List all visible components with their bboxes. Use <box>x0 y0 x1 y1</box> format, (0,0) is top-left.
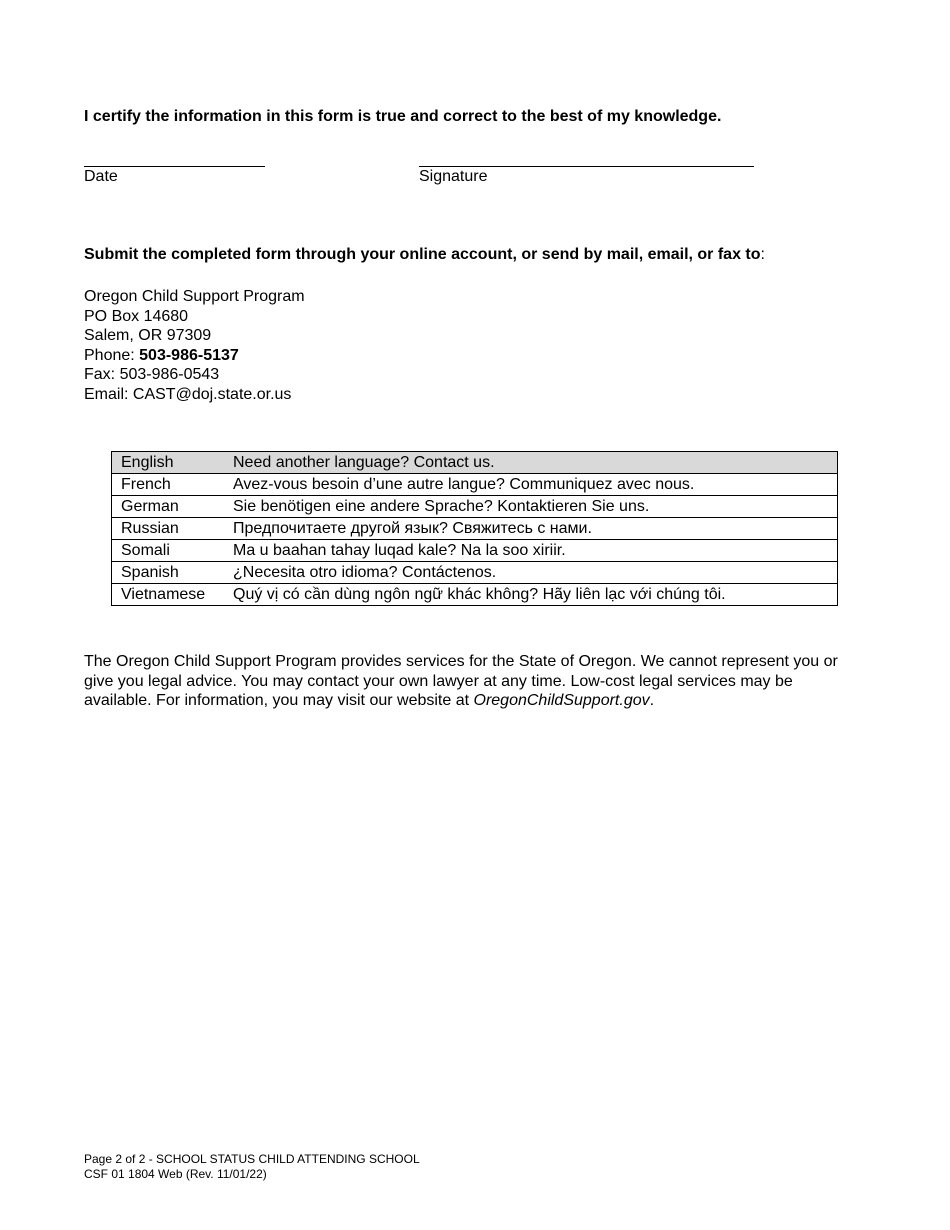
address-name: Oregon Child Support Program <box>84 288 305 305</box>
signature-label: Signature <box>419 168 488 185</box>
language-message: Sie benötigen eine andere Sprache? Kontaktieren Sie uns. <box>224 496 838 518</box>
date-label: Date <box>84 168 118 185</box>
address-phone <box>84 346 305 366</box>
address-city: Salem, OR 97309 <box>84 327 212 345</box>
phone-label: Phone: <box>84 346 140 364</box>
footer-form-id: CSF 01 1804 Web (Rev. 11/01/22) <box>84 1166 267 1181</box>
submission-colon: : <box>760 246 765 263</box>
table-row <box>112 474 838 496</box>
language-message: ¿Necesita otro idioma? Contáctenos. <box>224 562 838 584</box>
language-message: Need another language? Contact us. <box>224 452 838 474</box>
language-name: German <box>112 496 225 518</box>
signature-line[interactable] <box>419 166 754 167</box>
language-assistance-table <box>111 451 838 606</box>
disclaimer-text: The Oregon Child Support Program provides services for the State of Oregon. We cannot represent you or give you legal advice. You may contact your own lawyer at any time. Low-cost legal services may be available. For information, you may visit our website at <box>84 653 838 710</box>
language-name: French <box>112 474 225 496</box>
table-row <box>112 452 838 474</box>
language-message: Quý vị có cần dùng ngôn ngữ khác không? Hãy liên lạc với chúng tôi. <box>224 584 838 606</box>
language-name: Spanish <box>112 562 225 584</box>
footer-page-info: Page 2 of 2 - SCHOOL STATUS CHILD ATTENDING SCHOOL <box>84 1152 420 1166</box>
address-po-box: PO Box 14680 <box>84 307 189 325</box>
language-name: English <box>112 452 225 474</box>
address-fax: Fax: 503-986-0543 <box>84 366 220 384</box>
address-email: Email: CAST@doj.state.or.us <box>84 385 292 403</box>
certification-statement: I certify the information in this form is true and correct to the best of my knowledge. <box>84 108 722 125</box>
submission-instruction-text: Submit the completed form through your online account, or send by mail, email, or fax to <box>84 246 761 263</box>
phone-number: 503-986-5137 <box>139 346 239 364</box>
table-row <box>112 540 838 562</box>
table-row <box>112 518 838 540</box>
submission-instruction <box>84 246 765 264</box>
table-row <box>112 496 838 518</box>
language-message: Предпочитаете другой язык? Свяжитесь с нами. <box>224 518 838 540</box>
mailing-address <box>84 287 305 405</box>
language-message: Avez-vous besoin d’une autre langue? Communiquez avec nous. <box>224 474 838 496</box>
page-footer <box>84 1152 420 1181</box>
disclaimer-end: . <box>649 692 655 710</box>
website-link[interactable]: OregonChildSupport.gov <box>473 692 650 710</box>
language-message: Ma u baahan tahay luqad kale? Na la soo xiriir. <box>224 540 838 562</box>
language-name: Somali <box>112 540 225 562</box>
date-line[interactable] <box>84 166 265 167</box>
table-row <box>112 562 838 584</box>
legal-disclaimer <box>84 652 854 711</box>
language-name: Vietnamese <box>112 584 225 606</box>
table-row <box>112 584 838 606</box>
language-name: Russian <box>112 518 225 540</box>
